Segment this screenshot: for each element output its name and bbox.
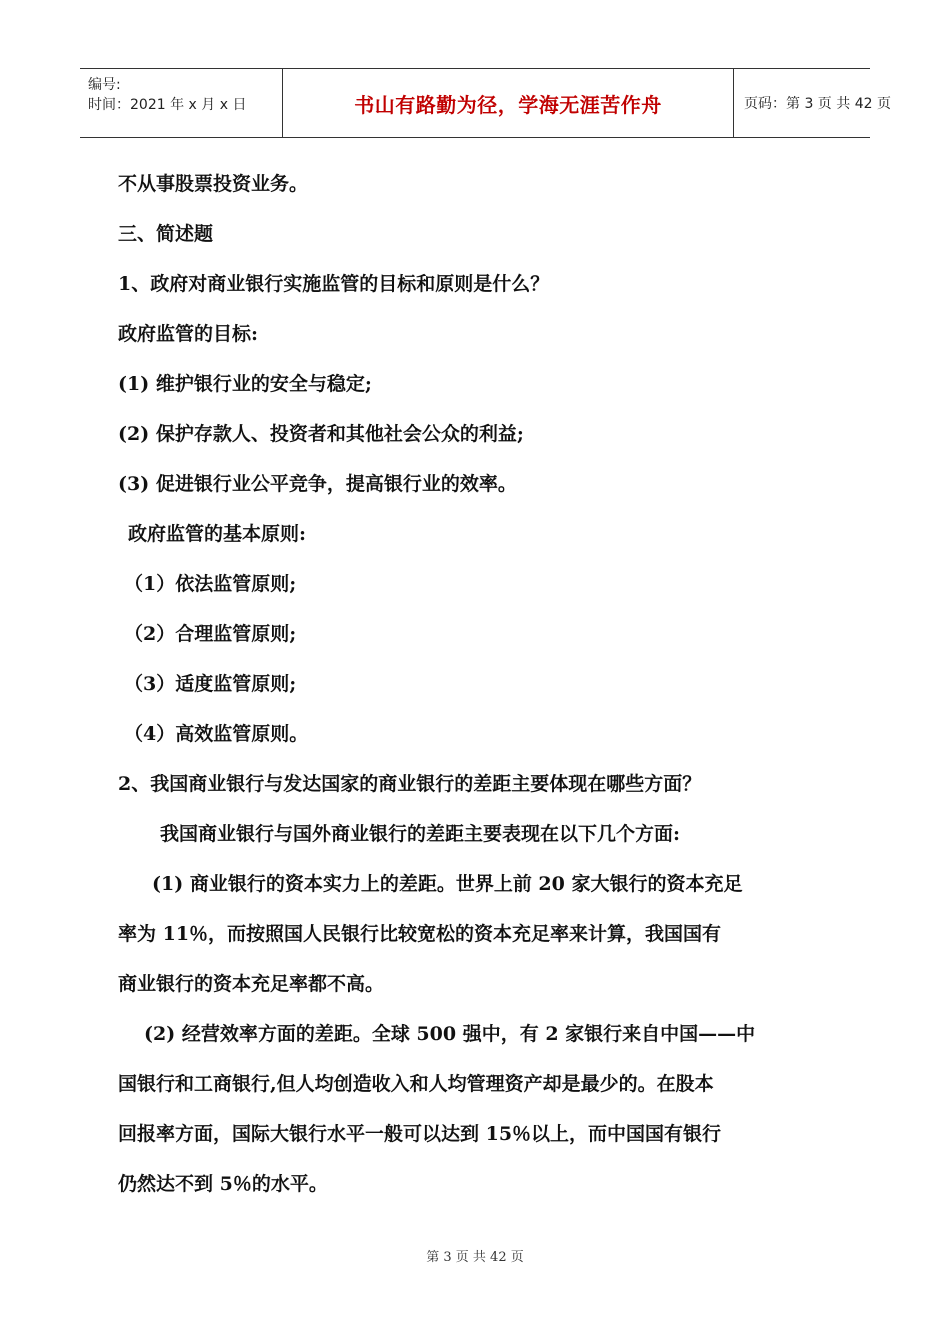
list-item: （2）合理监管原则; [124,623,297,645]
question-heading: 2、我国商业银行与发达国家的商业银行的差距主要体现在哪些方面？ [118,773,702,795]
list-item: (1) 维护银行业的安全与稳定; [118,373,372,395]
list-item: （4）高效监管原则。 [124,723,309,745]
list-item: （3）适度监管原则; [124,673,297,695]
list-item: （1）依法监管原则; [124,573,297,595]
paragraph-line: 国银行和工商银行,但人均创造收入和人均管理资产却是最少的。在股本 [118,1073,714,1095]
paragraph-line: (1) 商业银行的资本实力上的差距。世界上前 20 家大银行的资本充足 [152,873,743,895]
body-line: 不从事股票投资业务。 [118,173,309,195]
date-label: 时间：2021 年 x 月 x 日 [88,97,247,113]
subheading: 政府监管的基本原则: [128,523,307,545]
page-number-label: 页码：第 3 页 共 42 页 [744,96,891,112]
paragraph-line: (2) 经营效率方面的差距。全球 500 强中，有 2 家银行来自中国——中 [144,1023,756,1045]
list-item: (2) 保护存款人、投资者和其他社会公众的利益; [118,423,524,445]
question-heading: 1、政府对商业银行实施监管的目标和原则是什么？ [118,273,550,295]
header-meta [80,69,282,137]
page-header [80,68,891,138]
header-motto-cell [282,69,734,137]
header-page-cell [734,69,891,137]
paragraph-line: 商业银行的资本充足率都不高。 [118,973,385,995]
paragraph-line: 仍然达不到 5％的水平。 [118,1173,328,1195]
paragraph-line: 率为 11％，而按照国人民银行比较宽松的资本充足率来计算，我国国有 [118,923,722,945]
page-footer: 第 3 页 共 42 页 [426,1250,524,1265]
motto-text: 书山有路勤为径，学海无涯苦作舟 [354,92,662,117]
section-heading: 三、简述题 [118,223,214,245]
serial-number-label: 编号: [88,77,121,93]
paragraph-line: 回报率方面，国际大银行水平一般可以达到 15％以上，而中国国有银行 [118,1123,722,1145]
list-item: (3) 促进银行业公平竞争，提高银行业的效率。 [118,473,517,495]
subheading: 政府监管的目标: [118,323,259,345]
paragraph-line: 我国商业银行与国外商业银行的差距主要表现在以下几个方面: [160,823,681,845]
